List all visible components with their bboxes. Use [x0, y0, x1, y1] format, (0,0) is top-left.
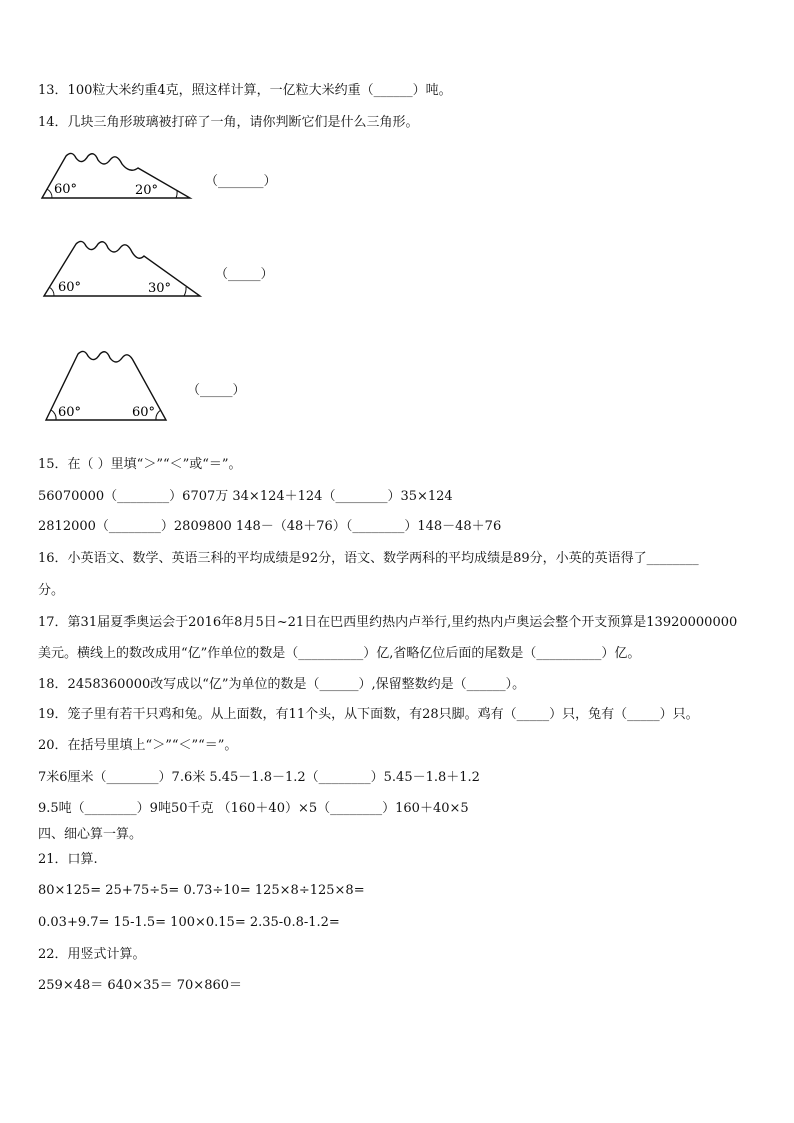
triangle-3-answer[interactable]: （_____） — [187, 383, 246, 398]
question-20-row-1: 7米6厘米（________）7.6米 5.45－1.8－1.2（________）5.45－1.8＋1.2 — [38, 770, 480, 785]
triangle-2-answer[interactable]: （_____） — [215, 267, 274, 282]
question-16-continued: 分。 — [38, 583, 65, 598]
question-15-row-1: 56070000（________）6707万 34×124＋124（________）35×124 — [38, 489, 453, 504]
question-13: 13．100粒大米约重4克，照这样计算，一亿粒大米约重（______）吨。 — [38, 83, 452, 98]
triangle-2-right-angle: 30° — [148, 281, 172, 296]
question-17-continued: 美元。横线上的数改成用“亿”作单位的数是（__________）亿,省略亿位后面的尾数是（__________）亿。 — [38, 646, 641, 661]
question-21: 21．口算. — [38, 852, 98, 867]
question-21-row-2: 0.03+9.7= 15-1.5= 100×0.15= 2.35-0.8-1.2= — [38, 915, 340, 930]
question-14: 14．几块三角形玻璃被打碎了一角，请你判断它们是什么三角形。 — [38, 115, 419, 130]
triangle-1-left-angle: 60° — [54, 182, 78, 197]
broken-triangle-2-figure — [38, 236, 208, 300]
broken-triangle-1-figure — [38, 148, 198, 202]
triangle-3-left-angle: 60° — [58, 405, 82, 420]
triangle-1-answer[interactable]: （_______） — [205, 174, 277, 189]
broken-triangle-3-figure — [38, 346, 174, 424]
section-4-heading: 四、细心算一算。 — [38, 827, 143, 842]
question-20: 20．在括号里填上“＞”“＜”“＝”。 — [38, 738, 238, 753]
triangle-1-right-angle: 20° — [135, 183, 159, 198]
triangle-3-right-angle: 60° — [132, 405, 156, 420]
question-16: 16．小英语文、数学、英语三科的平均成绩是92分，语文、数学两科的平均成绩是89分，小英的英语得了________ — [38, 551, 699, 566]
question-17: 17．第31届夏季奥运会于2016年8月5日~21日在巴西里约热内卢举行,里约热内卢奥运会整个开支预算是13920000000 — [38, 615, 738, 630]
question-22: 22．用竖式计算。 — [38, 947, 146, 962]
question-21-row-1: 80×125= 25+75÷5= 0.73÷10= 125×8÷125×8= — [38, 883, 365, 898]
question-15-row-2: 2812000（________）2809800 148－（48＋76）（________）148－48＋76 — [38, 519, 502, 534]
question-15: 15．在（ ）里填“＞”“＜”或“＝”。 — [38, 457, 242, 472]
question-18: 18．2458360000改写成以“亿”为单位的数是（______）,保留整数约是（______）。 — [38, 677, 526, 692]
question-20-row-2: 9.5吨（________）9吨50千克 （160＋40）×5（________）160＋40×5 — [38, 801, 469, 816]
question-22-row-1: 259×48＝ 640×35＝ 70×860＝ — [38, 978, 243, 993]
question-19: 19．笼子里有若干只鸡和兔。从上面数，有11个头，从下面数，有28只脚。鸡有（_____）只，兔有（_____）只。 — [38, 707, 699, 722]
triangle-2-left-angle: 60° — [58, 280, 82, 295]
